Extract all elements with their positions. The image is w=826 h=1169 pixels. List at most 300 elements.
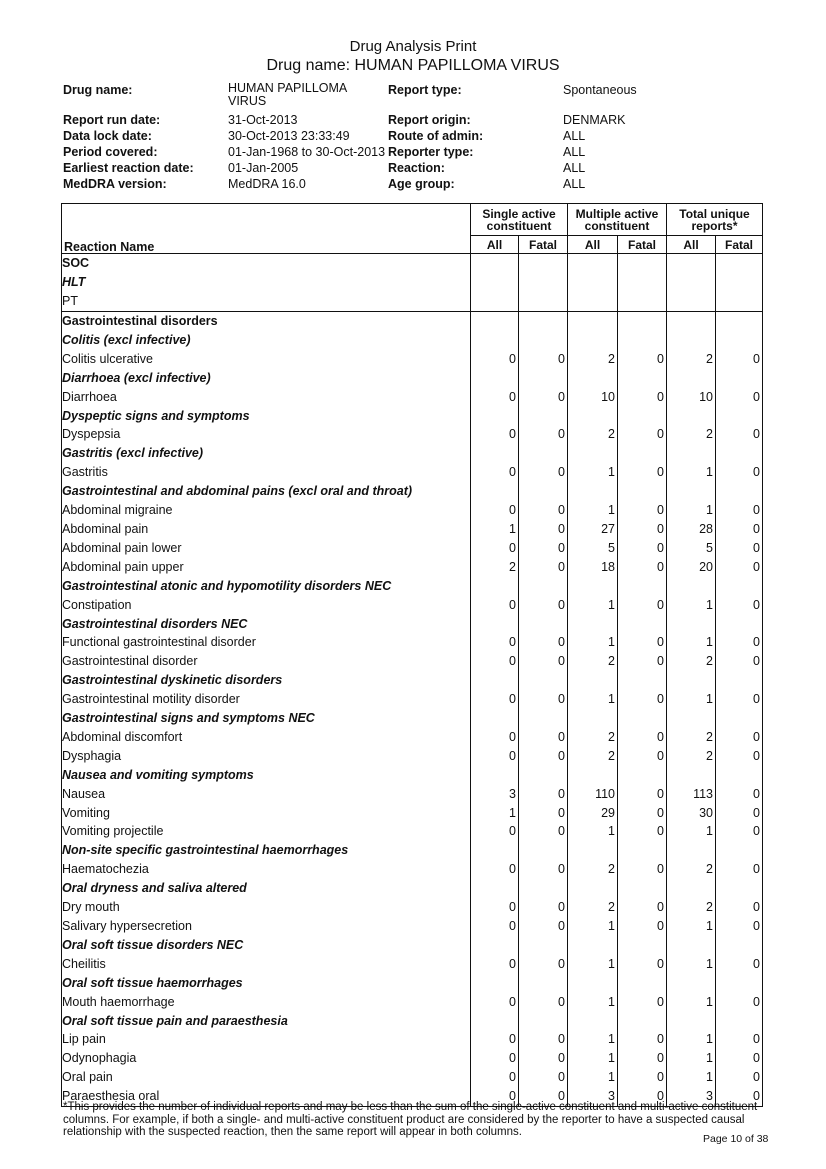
reaction-name: Cheilitis: [62, 955, 471, 974]
hlt-row: [62, 444, 763, 463]
hlt-row: [62, 709, 763, 728]
count-cell: 0: [519, 501, 568, 520]
count-cell: 0: [471, 501, 519, 520]
pt-row: [62, 520, 763, 539]
count-cell: 30: [667, 804, 716, 823]
count-cell: [716, 407, 763, 426]
report-title: Drug Analysis Print: [349, 38, 477, 55]
count-cell: 0: [716, 652, 763, 671]
count-cell: 1: [667, 633, 716, 652]
count-cell: [519, 671, 568, 690]
count-cell: 3: [471, 785, 519, 804]
count-cell: 0: [471, 350, 519, 369]
subcol-header: All: [667, 236, 716, 254]
subcol-header: All: [471, 236, 519, 254]
reaction-name: Diarrhoea: [62, 388, 471, 407]
count-cell: [568, 879, 618, 898]
count-cell: 0: [618, 822, 667, 841]
count-cell: 0: [716, 955, 763, 974]
count-cell: 0: [618, 955, 667, 974]
meta-label: Drug name:: [63, 83, 133, 97]
reaction-name: Dyspeptic signs and symptoms: [62, 407, 471, 426]
count-cell: [568, 709, 618, 728]
pt-row: [62, 652, 763, 671]
count-cell: 0: [618, 1030, 667, 1049]
meta-label: Age group:: [388, 177, 455, 191]
meta-row: [63, 112, 763, 128]
count-cell: 0: [471, 539, 519, 558]
count-cell: [471, 615, 519, 634]
meta-value: HUMAN PAPILLOMA VIRUS: [228, 81, 347, 108]
count-cell: 0: [716, 463, 763, 482]
count-cell: 1: [667, 917, 716, 936]
count-cell: [667, 444, 716, 463]
count-cell: 0: [618, 388, 667, 407]
pt-row: [62, 425, 763, 444]
count-cell: 0: [519, 633, 568, 652]
count-cell: [568, 331, 618, 350]
count-cell: 1: [568, 955, 618, 974]
count-cell: 1: [667, 501, 716, 520]
count-cell: 1: [667, 1068, 716, 1087]
meta-value: 31-Oct-2013: [228, 113, 298, 127]
count-cell: [519, 709, 568, 728]
count-cell: 0: [471, 1049, 519, 1068]
count-cell: 2: [471, 558, 519, 577]
count-cell: [568, 1012, 618, 1031]
count-cell: [471, 407, 519, 426]
count-cell: 2: [667, 860, 716, 879]
count-cell: [519, 444, 568, 463]
meta-value: ALL: [563, 129, 586, 143]
pt-row: [62, 501, 763, 520]
meta-value: ALL: [563, 161, 586, 175]
meta-label: MedDRA version:: [63, 177, 167, 191]
meta-row: [63, 160, 763, 176]
hlt-row: [62, 331, 763, 350]
count-cell: [716, 1012, 763, 1031]
count-cell: 0: [519, 1030, 568, 1049]
legend-row: [62, 254, 763, 274]
hlt-row: [62, 936, 763, 955]
group-header-multiple: Multiple active constituent: [568, 204, 667, 236]
count-cell: 0: [716, 860, 763, 879]
count-cell: 2: [568, 425, 618, 444]
count-cell: 2: [667, 898, 716, 917]
count-cell: 1: [667, 822, 716, 841]
count-cell: 0: [716, 785, 763, 804]
count-cell: 0: [519, 425, 568, 444]
meta-label: Data lock date:: [63, 129, 152, 143]
meta-label: Report run date:: [63, 113, 161, 127]
count-cell: 0: [618, 747, 667, 766]
count-cell: 0: [471, 822, 519, 841]
count-cell: 0: [716, 747, 763, 766]
count-cell: [667, 577, 716, 596]
count-cell: 2: [667, 425, 716, 444]
count-cell: [716, 482, 763, 501]
count-cell: 2: [568, 728, 618, 747]
count-cell: 0: [618, 520, 667, 539]
count-cell: [519, 615, 568, 634]
count-cell: [716, 936, 763, 955]
reaction-name: Oral soft tissue pain and paraesthesia: [62, 1012, 471, 1031]
count-cell: [716, 615, 763, 634]
count-cell: 0: [618, 539, 667, 558]
count-cell: 0: [716, 596, 763, 615]
meta-row: [63, 176, 763, 192]
page-number: Page 10 of 38: [703, 1133, 769, 1145]
count-cell: [618, 974, 667, 993]
meta-value: ALL: [563, 145, 586, 159]
count-cell: 10: [568, 388, 618, 407]
count-cell: 0: [519, 955, 568, 974]
count-cell: 0: [716, 690, 763, 709]
count-cell: 27: [568, 520, 618, 539]
subcol-header: Fatal: [716, 236, 763, 254]
count-cell: [716, 444, 763, 463]
count-cell: [519, 312, 568, 331]
count-cell: 0: [716, 898, 763, 917]
subcol-header: All: [568, 236, 618, 254]
count-cell: [716, 879, 763, 898]
count-cell: 0: [471, 1030, 519, 1049]
count-cell: [618, 766, 667, 785]
count-cell: [519, 482, 568, 501]
reaction-name: Constipation: [62, 596, 471, 615]
count-cell: [568, 841, 618, 860]
count-cell: 2: [568, 898, 618, 917]
count-cell: 20: [667, 558, 716, 577]
count-cell: [618, 369, 667, 388]
group-header-single: Single active constituent: [471, 204, 568, 236]
count-cell: [716, 766, 763, 785]
meta-value: MedDRA 16.0: [228, 177, 306, 191]
pt-row: [62, 1068, 763, 1087]
count-cell: 1: [667, 596, 716, 615]
pt-row: [62, 955, 763, 974]
meta-row: [63, 144, 763, 160]
count-cell: 1: [568, 690, 618, 709]
count-cell: 0: [618, 1049, 667, 1068]
reaction-name: Dyspepsia: [62, 425, 471, 444]
hlt-row: [62, 879, 763, 898]
reaction-name: Abdominal pain upper: [62, 558, 471, 577]
reaction-name: Colitis ulcerative: [62, 350, 471, 369]
count-cell: 0: [471, 993, 519, 1012]
count-cell: 0: [618, 350, 667, 369]
legend-row: [62, 273, 763, 292]
count-cell: 0: [519, 690, 568, 709]
count-cell: 0: [716, 633, 763, 652]
reaction-name: Colitis (excl infective): [62, 331, 471, 350]
meta-label: Earliest reaction date:: [63, 161, 194, 175]
count-cell: 1: [568, 501, 618, 520]
count-cell: 0: [519, 539, 568, 558]
count-cell: [667, 1012, 716, 1031]
count-cell: [667, 766, 716, 785]
count-cell: [618, 577, 667, 596]
count-cell: 0: [716, 558, 763, 577]
count-cell: 110: [568, 785, 618, 804]
count-cell: [519, 841, 568, 860]
count-cell: 1: [568, 596, 618, 615]
count-cell: 0: [471, 728, 519, 747]
count-cell: 0: [716, 539, 763, 558]
pt-row: [62, 747, 763, 766]
meta-label: Reporter type:: [388, 145, 474, 159]
count-cell: 0: [618, 917, 667, 936]
count-cell: 2: [568, 860, 618, 879]
count-cell: 0: [618, 1087, 667, 1106]
count-cell: [471, 766, 519, 785]
count-cell: [568, 444, 618, 463]
pt-row: [62, 1049, 763, 1068]
count-cell: [568, 936, 618, 955]
reaction-name-header: Reaction Name: [62, 204, 471, 254]
reaction-name: Gastrointestinal disorders NEC: [62, 615, 471, 634]
count-cell: 0: [716, 1068, 763, 1087]
count-cell: [667, 841, 716, 860]
count-cell: 0: [618, 690, 667, 709]
count-cell: [667, 671, 716, 690]
count-cell: [471, 879, 519, 898]
count-cell: 0: [716, 1087, 763, 1106]
reaction-name: Haematochezia: [62, 860, 471, 879]
count-cell: [471, 841, 519, 860]
count-cell: [471, 671, 519, 690]
report-metadata: [63, 82, 763, 192]
count-cell: 1: [667, 1049, 716, 1068]
count-cell: 0: [519, 596, 568, 615]
count-cell: [568, 974, 618, 993]
count-cell: 0: [471, 860, 519, 879]
count-cell: 0: [716, 350, 763, 369]
count-cell: [667, 615, 716, 634]
count-cell: [667, 936, 716, 955]
count-cell: 1: [568, 917, 618, 936]
hlt-row: [62, 407, 763, 426]
count-cell: [716, 841, 763, 860]
pt-row: [62, 350, 763, 369]
count-cell: [568, 312, 618, 331]
count-cell: [618, 936, 667, 955]
count-cell: [667, 482, 716, 501]
pt-row: [62, 728, 763, 747]
count-cell: [519, 577, 568, 596]
count-cell: [471, 444, 519, 463]
reaction-table: [61, 203, 763, 1107]
count-cell: [519, 407, 568, 426]
count-cell: [618, 671, 667, 690]
hlt-row: [62, 1012, 763, 1031]
reaction-name: Oral dryness and saliva altered: [62, 879, 471, 898]
count-cell: 0: [519, 822, 568, 841]
reaction-name: Dysphagia: [62, 747, 471, 766]
reaction-name: Gastrointestinal signs and symptoms NEC: [62, 709, 471, 728]
meta-value: 01-Jan-2005: [228, 161, 299, 175]
count-cell: 1: [667, 955, 716, 974]
count-cell: [519, 369, 568, 388]
count-cell: 0: [519, 558, 568, 577]
count-cell: [667, 879, 716, 898]
count-cell: 1: [568, 1068, 618, 1087]
count-cell: 2: [568, 652, 618, 671]
pt-row: [62, 785, 763, 804]
count-cell: 0: [471, 633, 519, 652]
count-cell: 0: [519, 993, 568, 1012]
count-cell: 0: [519, 388, 568, 407]
count-cell: 1: [568, 822, 618, 841]
pt-row: [62, 633, 763, 652]
reaction-name: Salivary hypersecretion: [62, 917, 471, 936]
count-cell: 0: [618, 993, 667, 1012]
meta-value: 01-Jan-1968 to 30-Oct-2013: [228, 145, 386, 159]
reaction-name: Gastrointestinal disorder: [62, 652, 471, 671]
count-cell: 0: [471, 1087, 519, 1106]
count-cell: [716, 331, 763, 350]
count-cell: 0: [716, 388, 763, 407]
pt-row: [62, 690, 763, 709]
count-cell: 0: [519, 898, 568, 917]
hlt-row: [62, 671, 763, 690]
pt-row: [62, 804, 763, 823]
count-cell: 1: [471, 520, 519, 539]
count-cell: 0: [618, 728, 667, 747]
count-cell: [519, 879, 568, 898]
pt-row: [62, 860, 763, 879]
count-cell: 0: [519, 1068, 568, 1087]
count-cell: [519, 974, 568, 993]
reaction-name: Gastrointestinal atonic and hypomotility disorders NEC: [62, 577, 471, 596]
pt-row: [62, 993, 763, 1012]
count-cell: 1: [667, 1030, 716, 1049]
count-cell: 1: [568, 1030, 618, 1049]
count-cell: 1: [568, 993, 618, 1012]
reaction-name: Paraesthesia oral: [62, 1087, 471, 1106]
count-cell: [618, 407, 667, 426]
pt-row: [62, 596, 763, 615]
meta-label: Report type:: [388, 83, 462, 97]
count-cell: 2: [667, 747, 716, 766]
count-cell: 2: [568, 747, 618, 766]
count-cell: 0: [519, 785, 568, 804]
meta-label: Period covered:: [63, 145, 158, 159]
count-cell: 0: [471, 388, 519, 407]
count-cell: 1: [667, 690, 716, 709]
count-cell: [618, 1012, 667, 1031]
count-cell: [618, 312, 667, 331]
count-cell: 0: [471, 596, 519, 615]
count-cell: 0: [716, 501, 763, 520]
count-cell: 5: [568, 539, 618, 558]
count-cell: 0: [618, 804, 667, 823]
meta-label: Report origin:: [388, 113, 471, 127]
count-cell: [618, 841, 667, 860]
count-cell: 2: [667, 350, 716, 369]
count-cell: 3: [667, 1087, 716, 1106]
count-cell: [471, 936, 519, 955]
count-cell: 1: [667, 463, 716, 482]
count-cell: 0: [618, 860, 667, 879]
count-cell: [667, 407, 716, 426]
reaction-name: Gastrointestinal and abdominal pains (excl oral and throat): [62, 482, 471, 501]
count-cell: 0: [519, 728, 568, 747]
count-cell: 0: [618, 1068, 667, 1087]
meta-value: Spontaneous: [563, 83, 637, 97]
count-cell: 2: [667, 728, 716, 747]
count-cell: [471, 1012, 519, 1031]
count-cell: 0: [471, 652, 519, 671]
count-cell: 0: [716, 728, 763, 747]
count-cell: 0: [519, 747, 568, 766]
count-cell: 113: [667, 785, 716, 804]
reaction-name: Abdominal discomfort: [62, 728, 471, 747]
reaction-name: Functional gastrointestinal disorder: [62, 633, 471, 652]
count-cell: 0: [471, 1068, 519, 1087]
reaction-name: Vomiting: [62, 804, 471, 823]
hlt-row: [62, 974, 763, 993]
count-cell: [618, 444, 667, 463]
count-cell: 29: [568, 804, 618, 823]
count-cell: [471, 369, 519, 388]
count-cell: 10: [667, 388, 716, 407]
drug-name-heading: Drug name: HUMAN PAPILLOMA VIRUS: [266, 57, 560, 74]
count-cell: [618, 482, 667, 501]
pt-row: [62, 388, 763, 407]
count-cell: 0: [618, 596, 667, 615]
reaction-name: Abdominal pain lower: [62, 539, 471, 558]
reaction-name: Non-site specific gastrointestinal haemorrhages: [62, 841, 471, 860]
count-cell: 0: [519, 350, 568, 369]
hlt-row: [62, 369, 763, 388]
count-cell: [471, 482, 519, 501]
count-cell: 0: [716, 993, 763, 1012]
count-cell: [618, 709, 667, 728]
count-cell: 0: [471, 425, 519, 444]
hlt-row: [62, 615, 763, 634]
count-cell: 0: [716, 822, 763, 841]
count-cell: 1: [568, 463, 618, 482]
count-cell: [667, 312, 716, 331]
count-cell: 3: [568, 1087, 618, 1106]
count-cell: 1: [471, 804, 519, 823]
count-cell: [519, 766, 568, 785]
count-cell: [618, 331, 667, 350]
count-cell: [716, 312, 763, 331]
count-cell: [471, 709, 519, 728]
count-cell: 0: [519, 463, 568, 482]
count-cell: 0: [716, 1030, 763, 1049]
count-cell: [716, 577, 763, 596]
reaction-name: Diarrhoea (excl infective): [62, 369, 471, 388]
count-cell: [471, 577, 519, 596]
count-cell: [519, 331, 568, 350]
group-header-total: Total unique reports*: [667, 204, 763, 236]
count-cell: 5: [667, 539, 716, 558]
count-cell: 0: [519, 520, 568, 539]
count-cell: 0: [716, 425, 763, 444]
count-cell: [716, 369, 763, 388]
count-cell: 1: [568, 633, 618, 652]
count-cell: 0: [471, 898, 519, 917]
hlt-row: [62, 841, 763, 860]
meta-row: [63, 128, 763, 144]
legend-pt: PT: [62, 292, 471, 312]
count-cell: 0: [716, 520, 763, 539]
meta-value: DENMARK: [563, 113, 626, 127]
count-cell: [716, 671, 763, 690]
